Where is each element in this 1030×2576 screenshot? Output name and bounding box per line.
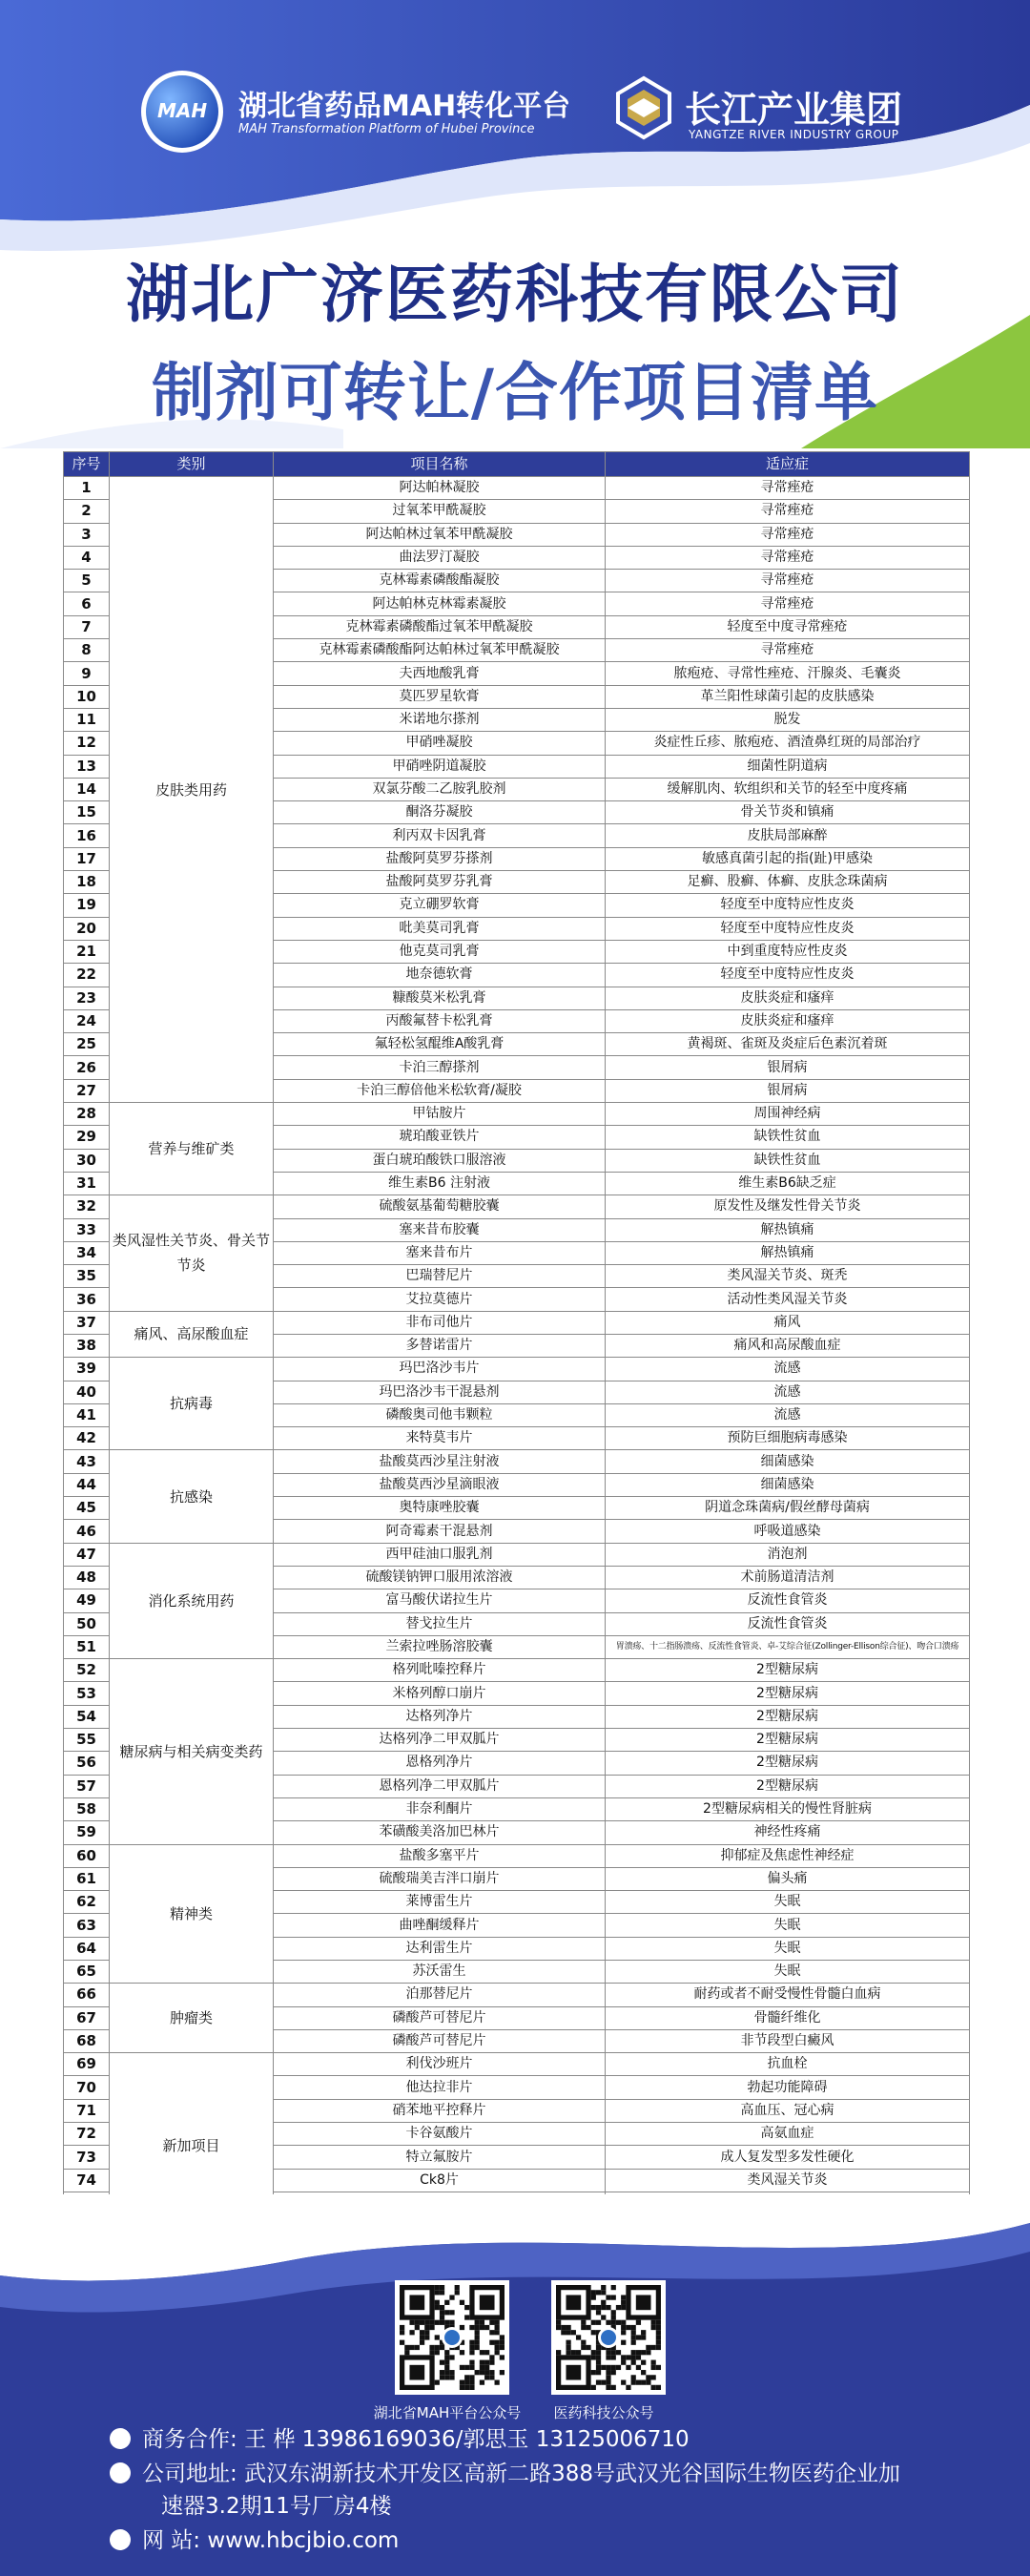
row-number: 16 bbox=[64, 824, 110, 847]
indication: 炎症性丘疹、脓疱疮、酒渣鼻红斑的局部治疗 bbox=[606, 732, 970, 755]
row-number: 61 bbox=[64, 1867, 110, 1890]
indication: 缓解肌肉、软组织和关节的轻至中度疼痛 bbox=[606, 778, 970, 800]
row-number: 7 bbox=[64, 615, 110, 638]
project-name: 苯磺酸美洛加巴林片 bbox=[274, 1821, 606, 1844]
row-number: 73 bbox=[64, 2146, 110, 2169]
indication: 成人复发型多发性硬化 bbox=[606, 2146, 970, 2169]
company-title: 湖北广济医药科技有限公司 bbox=[126, 258, 904, 331]
indication: 寻常痤疮 bbox=[606, 500, 970, 523]
row-number: 21 bbox=[64, 940, 110, 963]
indication: 皮肤炎症和瘙痒 bbox=[606, 1009, 970, 1032]
row-number: 11 bbox=[64, 708, 110, 731]
indication: 银屑病 bbox=[606, 1056, 970, 1079]
indication: 寻常痤疮 bbox=[606, 477, 970, 500]
project-name: 利丙双卡因乳膏 bbox=[274, 824, 606, 847]
indication: 维生素B6缺乏症 bbox=[606, 1172, 970, 1195]
indication: 失眠 bbox=[606, 1961, 970, 1984]
indication: 黄褐斑、雀斑及炎症后色素沉着斑 bbox=[606, 1033, 970, 1056]
row-number: 54 bbox=[64, 1705, 110, 1728]
indication: 失眠 bbox=[606, 1937, 970, 1960]
project-name: 盐酸阿莫罗芬搽剂 bbox=[274, 847, 606, 870]
category-cell: 糖尿病与相关病变类药 bbox=[110, 1659, 274, 1844]
row-number: 14 bbox=[64, 778, 110, 800]
row-number: 58 bbox=[64, 1797, 110, 1820]
category-cell: 营养与维矿类 bbox=[110, 1103, 274, 1195]
qr-area bbox=[0, 2280, 1030, 2442]
project-name: 阿达帕林凝胶 bbox=[274, 477, 606, 500]
project-name: 恩格列净片 bbox=[274, 1752, 606, 1775]
row-number: 33 bbox=[64, 1218, 110, 1241]
indication: 耐药或者不耐受慢性骨髓白血病 bbox=[606, 1984, 970, 2006]
table-row bbox=[64, 1195, 970, 1218]
indication: 皮肤炎症和瘙痒 bbox=[606, 987, 970, 1009]
project-name: 盐酸莫西沙星注射液 bbox=[274, 1450, 606, 1473]
row-number: 67 bbox=[64, 2006, 110, 2029]
project-name: 卡泊三醇搽剂 bbox=[274, 1056, 606, 1079]
project-name: 硫酸瑞美吉泮口崩片 bbox=[274, 1867, 606, 1890]
row-number: 23 bbox=[64, 987, 110, 1009]
project-name: 替戈拉生片 bbox=[274, 1612, 606, 1635]
indication: 敏感真菌引起的指(趾)甲感染 bbox=[606, 847, 970, 870]
row-number: 31 bbox=[64, 1172, 110, 1195]
project-name: 磷酸芦可替尼片 bbox=[274, 2006, 606, 2029]
row-number: 52 bbox=[64, 1659, 110, 1682]
project-name: 莫匹罗星软膏 bbox=[274, 685, 606, 708]
row-number: 15 bbox=[64, 801, 110, 824]
indication: 解热镇痛 bbox=[606, 1241, 970, 1264]
project-name: 糠酸莫米松乳膏 bbox=[274, 987, 606, 1009]
project-name: 甲钴胺片 bbox=[274, 1103, 606, 1126]
mah-logo-icon: MAH bbox=[141, 71, 223, 153]
project-name: 他克莫司乳膏 bbox=[274, 940, 606, 963]
indication: 寻常痤疮 bbox=[606, 592, 970, 615]
project-name: 阿达帕林克林霉素凝胶 bbox=[274, 592, 606, 615]
project-name: 盐酸阿莫罗芬乳膏 bbox=[274, 871, 606, 894]
location-pin-icon bbox=[110, 2462, 131, 2483]
project-name: 卡谷氨酸片 bbox=[274, 2123, 606, 2146]
indication: 寻常痤疮 bbox=[606, 546, 970, 569]
indication: 足癣、股癣、体癣、皮肤念珠菌病 bbox=[606, 871, 970, 894]
row-number: 17 bbox=[64, 847, 110, 870]
indication: 非节段型白癜风 bbox=[606, 2029, 970, 2052]
indication: 神经性疼痛 bbox=[606, 1821, 970, 1844]
row-number: 28 bbox=[64, 1103, 110, 1126]
project-name: 塞来昔布胶囊 bbox=[274, 1218, 606, 1241]
project-name: 甲硝唑阴道凝胶 bbox=[274, 755, 606, 778]
row-number: 44 bbox=[64, 1473, 110, 1496]
project-name: 利伐沙班片 bbox=[274, 2053, 606, 2076]
row-number: 45 bbox=[64, 1497, 110, 1520]
qr-code-tech[interactable] bbox=[551, 2280, 666, 2395]
project-name: 盐酸莫西沙星滴眼液 bbox=[274, 1473, 606, 1496]
project-name: 达格列净片 bbox=[274, 1705, 606, 1728]
row-number: 42 bbox=[64, 1427, 110, 1450]
indication: 预防巨细胞病毒感染 bbox=[606, 1427, 970, 1450]
project-name: 巴瑞替尼片 bbox=[274, 1265, 606, 1288]
row-number: 57 bbox=[64, 1775, 110, 1797]
indication: 反流性食管炎 bbox=[606, 1612, 970, 1635]
indication: 缺铁性贫血 bbox=[606, 1149, 970, 1172]
indication: 革兰阳性球菌引起的皮肤感染 bbox=[606, 685, 970, 708]
project-name: 艾拉莫德片 bbox=[274, 1288, 606, 1311]
row-number: 1 bbox=[64, 477, 110, 500]
row-number: 62 bbox=[64, 1891, 110, 1914]
table-row bbox=[64, 1450, 970, 1473]
project-name: 克林霉素磷酸酯过氧苯甲酰凝胶 bbox=[274, 615, 606, 638]
project-name: 阿奇霉素干混悬剂 bbox=[274, 1520, 606, 1543]
project-name: 多替诺雷片 bbox=[274, 1334, 606, 1357]
row-number: 37 bbox=[64, 1311, 110, 1334]
indication: 胃溃疡、十二指肠溃疡、反流性食管炎、卓-艾综合征(Zollinger-Ellison综合征)、吻合口溃疡 bbox=[606, 1635, 970, 1658]
indication: 轻度至中度寻常痤疮 bbox=[606, 615, 970, 638]
table-row bbox=[64, 1358, 970, 1381]
row-number: 29 bbox=[64, 1126, 110, 1149]
list-title: 制剂可转让/合作项目清单 bbox=[151, 356, 879, 429]
project-name: 甲硝唑凝胶 bbox=[274, 732, 606, 755]
indication: 2型糖尿病 bbox=[606, 1682, 970, 1705]
row-number: 64 bbox=[64, 1937, 110, 1960]
row-number: 69 bbox=[64, 2053, 110, 2076]
project-name: 克立硼罗软膏 bbox=[274, 894, 606, 917]
row-number: 39 bbox=[64, 1358, 110, 1381]
indication: 高氨血症 bbox=[606, 2123, 970, 2146]
row-number: 30 bbox=[64, 1149, 110, 1172]
category-cell: 抗感染 bbox=[110, 1450, 274, 1543]
table-row bbox=[64, 1543, 970, 1566]
indication: 细菌感染 bbox=[606, 1450, 970, 1473]
project-name: 兰索拉唑肠溶胶囊 bbox=[274, 1635, 606, 1658]
project-name: 塞来昔布片 bbox=[274, 1241, 606, 1264]
project-name: 曲法罗汀凝胶 bbox=[274, 546, 606, 569]
row-number: 18 bbox=[64, 871, 110, 894]
table-row bbox=[64, 1659, 970, 1682]
indication: 痛风 bbox=[606, 1311, 970, 1334]
indication: 流感 bbox=[606, 1358, 970, 1381]
project-name: 富马酸伏诺拉生片 bbox=[274, 1589, 606, 1612]
row-number: 46 bbox=[64, 1520, 110, 1543]
contact-website: 网 站: www.hbcjbio.com bbox=[110, 2523, 399, 2554]
project-name: Ck8片 bbox=[274, 2169, 606, 2192]
table-body bbox=[64, 477, 970, 2239]
indication: 呼吸道感染 bbox=[606, 1520, 970, 1543]
indication: 银屑病 bbox=[606, 1079, 970, 1102]
indication: 周围神经病 bbox=[606, 1103, 970, 1126]
indication: 骨关节炎和镇痛 bbox=[606, 801, 970, 824]
project-name: 吡美莫司乳膏 bbox=[274, 917, 606, 940]
qr-label-mah: 湖北省MAH平台公众号 bbox=[373, 2404, 522, 2421]
row-number: 51 bbox=[64, 1635, 110, 1658]
row-number: 35 bbox=[64, 1265, 110, 1288]
globe-icon bbox=[110, 2529, 131, 2550]
row-number: 26 bbox=[64, 1056, 110, 1079]
project-name: 达格列净二甲双胍片 bbox=[274, 1729, 606, 1752]
row-number: 66 bbox=[64, 1984, 110, 2006]
project-name: 非奈利酮片 bbox=[274, 1797, 606, 1820]
indication: 2型糖尿病 bbox=[606, 1705, 970, 1728]
indication: 痛风和高尿酸血症 bbox=[606, 1334, 970, 1357]
row-number: 9 bbox=[64, 662, 110, 685]
table-row bbox=[64, 2053, 970, 2076]
project-name: 来特莫韦片 bbox=[274, 1427, 606, 1450]
row-number: 49 bbox=[64, 1589, 110, 1612]
row-number: 68 bbox=[64, 2029, 110, 2052]
project-name: 莱博雷生片 bbox=[274, 1891, 606, 1914]
group-title: 长江产业集团 bbox=[685, 89, 903, 131]
indication: 脓疱疮、寻常性痤疮、汗腺炎、毛囊炎 bbox=[606, 662, 970, 685]
row-number: 27 bbox=[64, 1079, 110, 1102]
category-cell: 肿瘤类 bbox=[110, 1984, 274, 2053]
project-name: 维生素B6 注射液 bbox=[274, 1172, 606, 1195]
row-number: 40 bbox=[64, 1381, 110, 1403]
category-cell: 类风湿性关节炎、骨关节节炎 bbox=[110, 1195, 274, 1311]
project-name: 磷酸奥司他韦颗粒 bbox=[274, 1403, 606, 1426]
category-cell: 消化系统用药 bbox=[110, 1543, 274, 1658]
indication: 寻常痤疮 bbox=[606, 570, 970, 592]
group-subtitle: YANGTZE RIVER INDUSTRY GROUP bbox=[689, 128, 899, 141]
indication: 轻度至中度特应性皮炎 bbox=[606, 894, 970, 917]
row-number: 3 bbox=[64, 523, 110, 546]
row-number: 4 bbox=[64, 546, 110, 569]
row-number: 6 bbox=[64, 592, 110, 615]
indication: 流感 bbox=[606, 1403, 970, 1426]
qr-label-tech: 医药科技公众号 bbox=[553, 2404, 654, 2421]
row-number: 5 bbox=[64, 570, 110, 592]
indication: 2型糖尿病 bbox=[606, 1659, 970, 1682]
row-number: 22 bbox=[64, 964, 110, 987]
indication: 2型糖尿病 bbox=[606, 1752, 970, 1775]
row-number: 41 bbox=[64, 1403, 110, 1426]
contact-address: 公司地址: 武汉东湖新技术开发区高新二路388号武汉光谷国际生物医药企业加 bbox=[110, 2456, 900, 2487]
row-number: 60 bbox=[64, 1844, 110, 1867]
project-name: 他达拉非片 bbox=[274, 2076, 606, 2099]
project-name: 达利雷生片 bbox=[274, 1937, 606, 1960]
project-name: 米格列醇口崩片 bbox=[274, 1682, 606, 1705]
indication: 细菌感染 bbox=[606, 1473, 970, 1496]
project-name: 卡泊三醇倍他米松软膏/凝胶 bbox=[274, 1079, 606, 1102]
indication: 术前肠道清洁剂 bbox=[606, 1566, 970, 1589]
table-row bbox=[64, 1311, 970, 1334]
platform-subtitle: MAH Transformation Platform of Hubei Province bbox=[238, 122, 535, 136]
indication: 皮肤局部麻醉 bbox=[606, 824, 970, 847]
phone-icon bbox=[110, 2428, 131, 2449]
project-name: 苏沃雷生 bbox=[274, 1961, 606, 1984]
row-number: 65 bbox=[64, 1961, 110, 1984]
project-name: 玛巴洛沙韦干混悬剂 bbox=[274, 1381, 606, 1403]
indication: 抗血栓 bbox=[606, 2053, 970, 2076]
indication: 原发性及继发性骨关节炎 bbox=[606, 1195, 970, 1218]
indication: 骨髓纤维化 bbox=[606, 2006, 970, 2029]
project-name: 西甲硅油口服乳剂 bbox=[274, 1543, 606, 1566]
project-name: 克林霉素磷酸酯凝胶 bbox=[274, 570, 606, 592]
project-name: 夫西地酸乳膏 bbox=[274, 662, 606, 685]
project-name: 硝苯地平控释片 bbox=[274, 2099, 606, 2122]
row-number: 8 bbox=[64, 639, 110, 662]
row-number: 10 bbox=[64, 685, 110, 708]
row-number: 13 bbox=[64, 755, 110, 778]
indication: 解热镇痛 bbox=[606, 1218, 970, 1241]
category-cell: 痛风、高尿酸血症 bbox=[110, 1311, 274, 1358]
indication: 失眠 bbox=[606, 1914, 970, 1937]
contact-business: 商务合作: 王 桦 13986169036/郭思玉 13125006710 bbox=[110, 2421, 690, 2453]
project-name: 奥特康唑胶囊 bbox=[274, 1497, 606, 1520]
indication: 2型糖尿病相关的慢性肾脏病 bbox=[606, 1797, 970, 1820]
row-number: 47 bbox=[64, 1543, 110, 1566]
row-number: 38 bbox=[64, 1334, 110, 1357]
indication: 轻度至中度特应性皮炎 bbox=[606, 964, 970, 987]
project-name: 非布司他片 bbox=[274, 1311, 606, 1334]
project-name: 格列吡嗪控释片 bbox=[274, 1659, 606, 1682]
column-header-category: 类别 bbox=[110, 452, 274, 477]
indication: 流感 bbox=[606, 1381, 970, 1403]
table-row bbox=[64, 1844, 970, 1867]
project-name: 恩格列净二甲双胍片 bbox=[274, 1775, 606, 1797]
yangtze-logo-icon bbox=[610, 74, 677, 141]
row-number: 50 bbox=[64, 1612, 110, 1635]
indication: 抑郁症及焦虑性神经症 bbox=[606, 1844, 970, 1867]
column-header-name: 项目名称 bbox=[274, 452, 606, 477]
row-number: 43 bbox=[64, 1450, 110, 1473]
project-name: 曲唑酮缓释片 bbox=[274, 1914, 606, 1937]
table-row bbox=[64, 1103, 970, 1126]
category-cell: 皮肤类用药 bbox=[110, 477, 274, 1103]
indication: 2型糖尿病 bbox=[606, 1775, 970, 1797]
row-number: 24 bbox=[64, 1009, 110, 1032]
table-header-row bbox=[64, 452, 970, 477]
indication: 寻常痤疮 bbox=[606, 523, 970, 546]
indication: 类风湿关节炎、斑秃 bbox=[606, 1265, 970, 1288]
indication: 细菌性阴道病 bbox=[606, 755, 970, 778]
row-number: 25 bbox=[64, 1033, 110, 1056]
row-number: 34 bbox=[64, 1241, 110, 1264]
project-name: 硫酸氨基葡萄糖胶囊 bbox=[274, 1195, 606, 1218]
project-name: 特立氟胺片 bbox=[274, 2146, 606, 2169]
project-name: 蛋白琥珀酸铁口服溶液 bbox=[274, 1149, 606, 1172]
project-name: 盐酸多塞平片 bbox=[274, 1844, 606, 1867]
indication: 活动性类风湿关节炎 bbox=[606, 1288, 970, 1311]
indication: 失眠 bbox=[606, 1891, 970, 1914]
indication: 高血压、冠心病 bbox=[606, 2099, 970, 2122]
row-number: 71 bbox=[64, 2099, 110, 2122]
row-number: 72 bbox=[64, 2123, 110, 2146]
project-name: 玛巴洛沙韦片 bbox=[274, 1358, 606, 1381]
indication: 缺铁性贫血 bbox=[606, 1126, 970, 1149]
category-cell: 新加项目 bbox=[110, 2053, 274, 2238]
project-name: 琥珀酸亚铁片 bbox=[274, 1126, 606, 1149]
row-number: 19 bbox=[64, 894, 110, 917]
column-header-indication: 适应症 bbox=[606, 452, 970, 477]
contact-address-line2: 速器3.2期11号厂房4楼 bbox=[161, 2494, 392, 2519]
project-name: 硫酸镁钠钾口服用浓溶液 bbox=[274, 1566, 606, 1589]
row-number: 59 bbox=[64, 1821, 110, 1844]
project-name: 酮洛芬凝胶 bbox=[274, 801, 606, 824]
indication: 2型糖尿病 bbox=[606, 1729, 970, 1752]
table-row bbox=[64, 1984, 970, 2006]
project-name: 阿达帕林过氧苯甲酰凝胶 bbox=[274, 523, 606, 546]
indication: 中到重度特应性皮炎 bbox=[606, 940, 970, 963]
indication: 阴道念珠菌病/假丝酵母菌病 bbox=[606, 1497, 970, 1520]
row-number: 48 bbox=[64, 1566, 110, 1589]
row-number: 12 bbox=[64, 732, 110, 755]
project-name: 双氯芬酸二乙胺乳胶剂 bbox=[274, 778, 606, 800]
qr-code-mah[interactable] bbox=[395, 2280, 509, 2395]
row-number: 36 bbox=[64, 1288, 110, 1311]
indication: 轻度至中度特应性皮炎 bbox=[606, 917, 970, 940]
row-number: 53 bbox=[64, 1682, 110, 1705]
project-name: 泊那替尼片 bbox=[274, 1984, 606, 2006]
platform-title: 湖北省药品MAH转化平台 bbox=[238, 90, 571, 123]
project-name: 米诺地尔搽剂 bbox=[274, 708, 606, 731]
category-cell: 精神类 bbox=[110, 1844, 274, 1984]
row-number: 70 bbox=[64, 2076, 110, 2099]
header-logos bbox=[0, 57, 1030, 191]
project-name: 克林霉素磷酸酯阿达帕林过氧苯甲酰凝胶 bbox=[274, 639, 606, 662]
indication: 脱发 bbox=[606, 708, 970, 731]
row-number: 74 bbox=[64, 2169, 110, 2192]
row-number: 56 bbox=[64, 1752, 110, 1775]
indication: 偏头痛 bbox=[606, 1867, 970, 1890]
indication: 消泡剂 bbox=[606, 1543, 970, 1566]
row-number: 2 bbox=[64, 500, 110, 523]
indication: 勃起功能障碍 bbox=[606, 2076, 970, 2099]
indication: 寻常痤疮 bbox=[606, 639, 970, 662]
row-number: 55 bbox=[64, 1729, 110, 1752]
project-name: 地奈德软膏 bbox=[274, 964, 606, 987]
project-table bbox=[63, 451, 969, 2239]
row-number: 63 bbox=[64, 1914, 110, 1937]
indication: 类风湿关节炎 bbox=[606, 2169, 970, 2192]
row-number: 20 bbox=[64, 917, 110, 940]
indication: 反流性食管炎 bbox=[606, 1589, 970, 1612]
project-name: 磷酸芦可替尼片 bbox=[274, 2029, 606, 2052]
row-number: 32 bbox=[64, 1195, 110, 1218]
column-header-no: 序号 bbox=[64, 452, 110, 477]
category-cell: 抗病毒 bbox=[110, 1358, 274, 1450]
project-name: 过氧苯甲酰凝胶 bbox=[274, 500, 606, 523]
project-name: 丙酸氟替卡松乳膏 bbox=[274, 1009, 606, 1032]
table-row bbox=[64, 477, 970, 500]
project-name: 氟轻松氢醌维A酸乳膏 bbox=[274, 1033, 606, 1056]
